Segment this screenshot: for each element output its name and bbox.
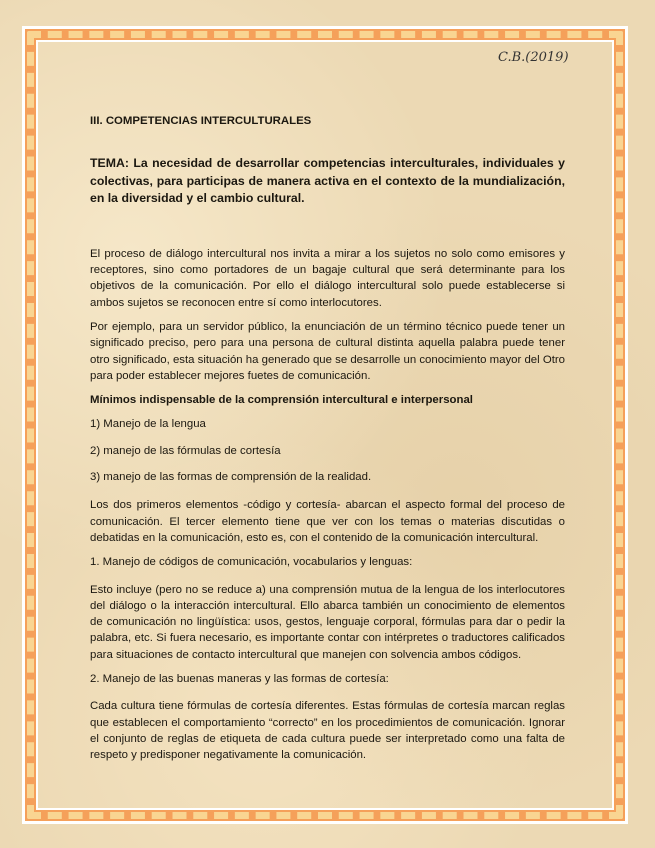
list-item: 1) Manejo de la lengua: [90, 418, 206, 431]
list-item: 2) manejo de las fórmulas de cortesía: [90, 444, 281, 457]
subheading: Mínimos indispensable de la comprensión intercultural e interpersonal: [90, 394, 473, 407]
document-body: [90, 113, 565, 764]
paragraph: Cada cultura tiene fórmulas de cortesía diferentes. Estas fórmulas de cortesía marcan reglas que establecen el comportamiento “correcto” en los procedimientos de comunicación. Ignorar el conjunto de reglas de etiqueta de cada cultura puede ser interpretado como una falta de respeto y predisponer negativamente la comunicación.: [90, 700, 565, 762]
section-title: III. COMPETENCIAS INTERCULTURALES: [90, 115, 312, 127]
tema-heading: TEMA: La necesidad de desarrollar competencias interculturales, individuales y colectivas, para participas de manera activa en el contexto de la mundialización, en la diversidad y el cambio cultural.: [90, 156, 565, 206]
paragraph: El proceso de diálogo intercultural nos invita a mirar a los sujetos no solo como emisores y receptores, sino como portadores de un bagaje cultural que será determinante para los objetivos de la comunicación. Por ello el diálogo intercultural solo puede establecerse si ambos sujetos se reconocen entre sí como interlocutores.: [90, 247, 565, 309]
paragraph: Los dos primeros elementos -código y cortesía- abarcan el aspecto formal del proceso de comunicación. El tercer elemento tiene que ver con los temas o materias discutidas o debatidas en la comunicación, esto es, con el contenido de la comunicación intercultural.: [90, 499, 565, 544]
list-item: 3) manejo de las formas de comprensión de la realidad.: [90, 471, 372, 484]
signature: C.B.(2019): [498, 50, 569, 65]
subheading: 2. Manejo de las buenas maneras y las formas de cortesía:: [90, 673, 389, 686]
subheading: 1. Manejo de códigos de comunicación, vocabularios y lenguas:: [90, 556, 413, 569]
paragraph: Por ejemplo, para un servidor público, la enunciación de un término técnico puede tener un significado preciso, pero para una persona de cultural distinta aquella palabra puede tener otro significado, esta situación ha generado que se desarrolle un conocimiento mayor del Otro para poder establecer mejores fuetes de comunicación.: [90, 320, 565, 382]
paragraph: Esto incluye (pero no se reduce a) una comprensión mutua de la lengua de los interlocutores del diálogo o la interacción intercultural. Ello abarca también un conocimiento de elementos de comunicación no lingüística: usos, gestos, lenguaje corporal, fórmulas para dar o pedir la palabra, etc. Si fuera necesario, es importante contar con intérpretes o traductores calificados para situaciones de contacto intercultural que manejen con solvencia ambos códigos.: [90, 583, 565, 661]
